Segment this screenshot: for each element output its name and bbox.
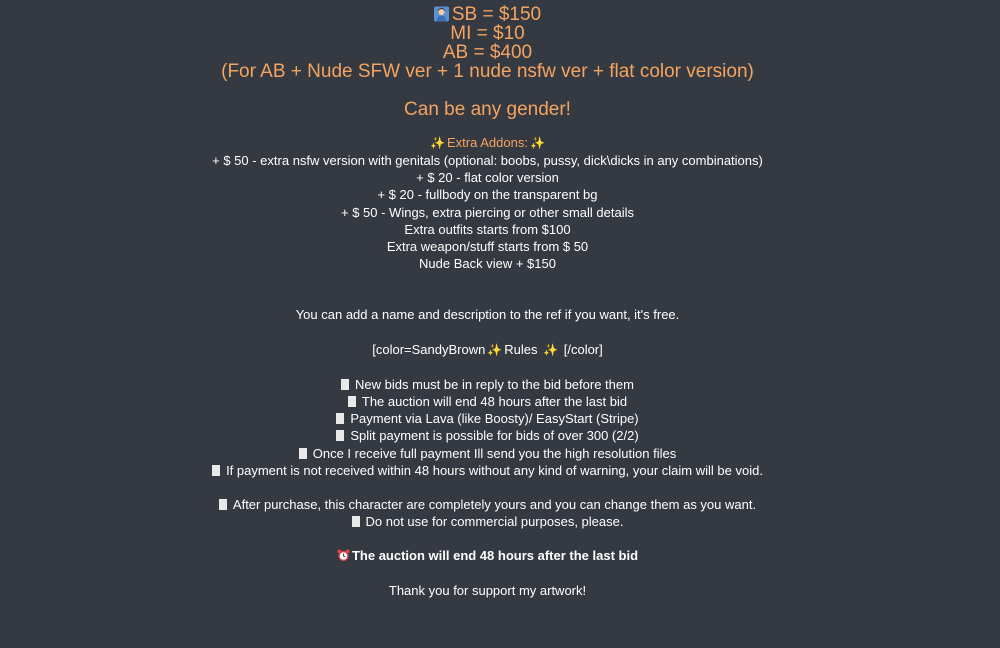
addon-item: + $ 50 - extra nsfw version with genitals (optional: boobs, pussy, dick\dicks in any combinations) [212, 153, 763, 168]
sparkles-icon: ✨ [529, 136, 545, 150]
ownership-item: Do not use for commercial purposes, please. [0, 513, 975, 530]
white-square-icon [352, 516, 360, 527]
sparkles-icon: ✨ [487, 342, 503, 357]
artist-person-icon [434, 6, 449, 22]
rule-item: If payment is not received within 48 hours without any kind of warning, your claim will be void. [0, 462, 975, 479]
white-square-icon [212, 465, 220, 476]
sparkles-icon: ✨ [430, 136, 446, 150]
auction-post [0, 5, 975, 599]
gender-note: Can be any gender! [404, 99, 571, 120]
addon-item: Extra outfits starts from $100 [404, 221, 571, 237]
white-square-icon [336, 430, 344, 441]
price-sb: SB = $150 [0, 5, 975, 24]
addon-item: Nude Back view + $150 [419, 256, 556, 272]
addon-item: + $ 50 - Wings, extra piercing or other small details [341, 204, 634, 220]
rule-item: New bids must be in reply to the bid before them [0, 376, 975, 393]
price-ab: AB = $400 [442, 42, 533, 63]
white-square-icon [341, 379, 349, 390]
rule-item: Once I receive full payment Ill send you the high resolution files [0, 445, 975, 462]
price-ab-note: (For AB + Nude SFW ver + 1 nude nsfw ver + flat color version) [221, 61, 754, 82]
alarm-clock-icon [337, 549, 350, 562]
rule-item: The auction will end 48 hours after the last bid [0, 393, 975, 410]
white-square-icon [348, 396, 356, 407]
name-description-note: You can add a name and description to the ref if you want, it's free. [295, 307, 680, 323]
addons-title: ✨ Extra Addons: ✨ [430, 135, 545, 150]
white-square-icon [219, 499, 227, 510]
rule-item: Payment via Lava (like Boosty)/ EasyStart (Stripe) [0, 410, 975, 427]
rules-heading: [color=SandyBrown ✨ Rules ✨ [/color] [0, 341, 975, 359]
rule-item: Split payment is possible for bids of over 300 (2/2) [0, 427, 975, 444]
addon-item: Extra weapon/stuff starts from $ 50 [386, 239, 589, 255]
auction-end-notice: The auction will end 48 hours after the last bid [0, 547, 975, 564]
price-mi: MI = $10 [450, 23, 525, 44]
thanks-note: Thank you for support my artwork! [388, 582, 587, 598]
addon-item: + $ 20 - fullbody on the transparent bg [377, 187, 598, 203]
white-square-icon [336, 413, 344, 424]
addon-item: + $ 20 - flat color version [416, 170, 559, 186]
ownership-item: After purchase, this character are completely yours and you can change them as you want. [0, 496, 975, 513]
white-square-icon [299, 448, 307, 459]
sparkles-icon: ✨ [543, 342, 559, 357]
